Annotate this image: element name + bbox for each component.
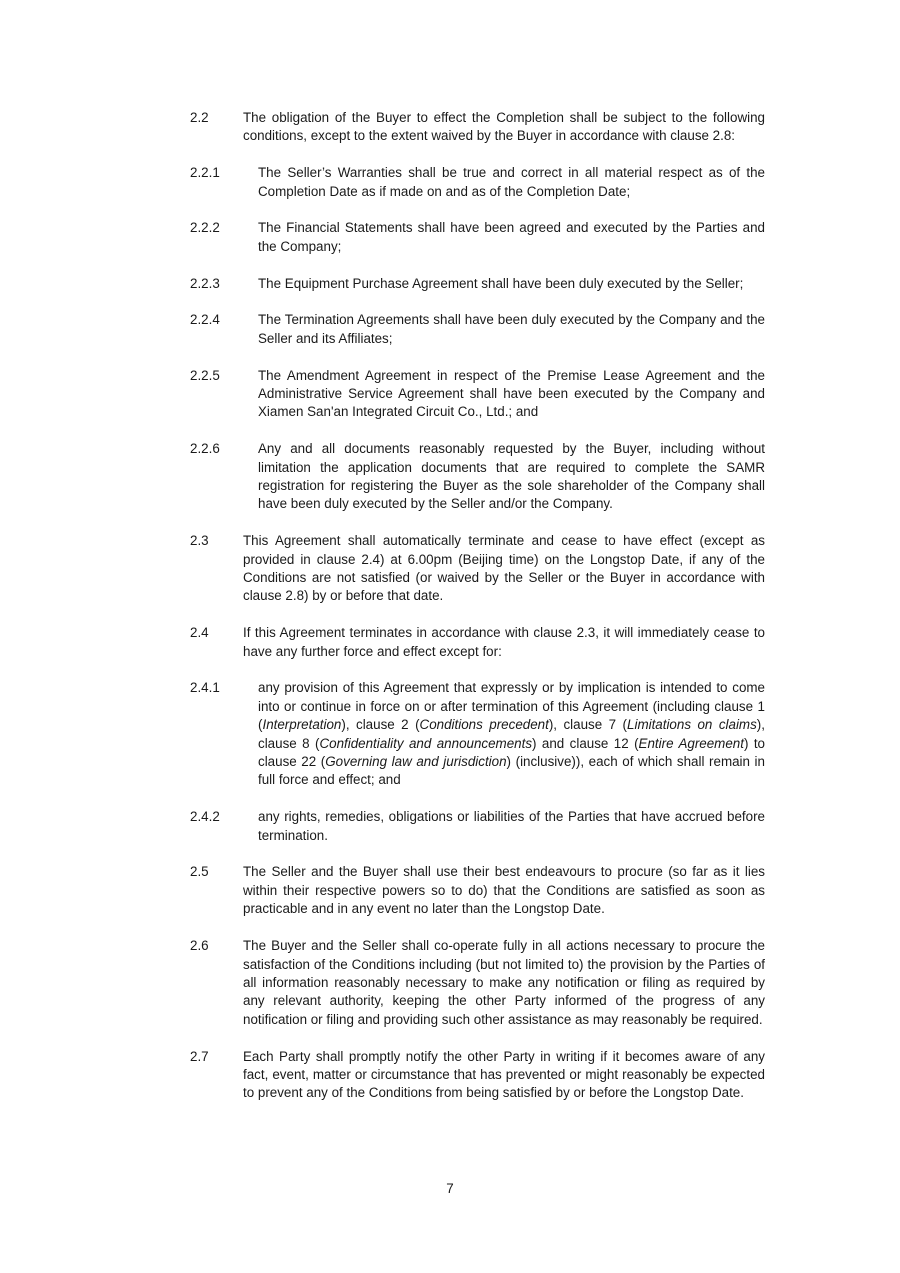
clause-2-2-3 [190, 275, 765, 293]
clause-2-2-6 [190, 440, 765, 514]
text-segment: ) (inclusive)), each of which shall remain in full force and effect; and [258, 754, 765, 788]
clause-2-5 [190, 863, 765, 918]
clause-number: 2.6 [190, 938, 209, 954]
clause-text: Each Party shall promptly notify the other Party in writing if it becomes aware of any fact, event, matter or circumstance that has prevented or might reasonably be expected to prevent any of the Conditions from being satisfied by or before the Longstop Date. [243, 1048, 765, 1101]
clause-2-2-5 [190, 367, 765, 422]
clause-2-4 [190, 624, 765, 661]
clause-2-3 [190, 532, 765, 606]
text-segment: ), clause 7 ( [548, 717, 628, 733]
text-segment: ), clause 8 ( [258, 717, 765, 751]
clause-number: 2.4.1 [190, 680, 220, 696]
clause-text: The Seller’s Warranties shall be true and correct in all material respect as of the Completion Date as if made on and as of the Completion Date; [258, 165, 765, 199]
defined-term: Interpretation [262, 717, 342, 733]
clause-number: 2.7 [190, 1048, 209, 1064]
clause-text: The Amendment Agreement in respect of the Premise Lease Agreement and the Administrative Service Agreement shall have been executed by the Company and Xiamen San'an Integrated Circuit Co., Ltd.; and [258, 367, 765, 420]
clause-number: 2.5 [190, 864, 209, 880]
clause-text: any rights, remedies, obligations or liabilities of the Parties that have accrued before termination. [258, 809, 765, 843]
clause-2-2 [190, 109, 765, 146]
clause-2-7 [190, 1048, 765, 1103]
page-number: 7 [446, 1181, 454, 1196]
text-segment: ) and clause 12 ( [532, 735, 639, 751]
clause-number: 2.2.1 [190, 165, 220, 181]
clause-text [258, 679, 765, 789]
clause-text: The Equipment Purchase Agreement shall have been duly executed by the Seller; [258, 275, 744, 291]
defined-term: Limitations on claims [627, 717, 757, 733]
clause-text: This Agreement shall automatically terminate and cease to have effect (except as provided in clause 2.4) at 6.00pm (Beijing time) on the Longstop Date, if any of the Conditions are not satisfied (or waived by the Seller or the Buyer in accordance with clause 2.8) by or before that date. [243, 533, 765, 604]
defined-term: Entire Agreement [638, 735, 744, 751]
clause-text: The obligation of the Buyer to effect the Completion shall be subject to the following conditions, except to the extent waived by the Buyer in accordance with clause 2.8: [243, 110, 765, 144]
text-segment: ) to clause 22 ( [258, 735, 765, 770]
clause-number: 2.4.2 [190, 809, 220, 825]
clause-2-4-2 [190, 808, 765, 845]
clause-number: 2.2.2 [190, 220, 220, 236]
clause-number: 2.2.5 [190, 367, 220, 383]
clause-text: If this Agreement terminates in accordance with clause 2.3, it will immediately cease to have any further force and effect except for: [243, 625, 765, 659]
clause-number: 2.3 [190, 533, 209, 549]
defined-term: Conditions precedent [419, 717, 549, 733]
defined-term: Governing law and jurisdiction [325, 754, 507, 770]
clause-number: 2.2.3 [190, 275, 220, 291]
clause-2-4-1 [190, 679, 765, 789]
defined-term: Confidentiality and announcements [319, 735, 533, 751]
clause-text: The Buyer and the Seller shall co-operate fully in all actions necessary to procure the satisfaction of the Conditions including (but not limited to) the provision by the Parties of all information reasonably necessary to make any notification or filing as required by any relevant authority, keeping the other Party informed of the progress of any notification or filing and providing such other assistance as may reasonably be required. [243, 938, 765, 1027]
clause-number: 2.2.4 [190, 312, 220, 328]
clause-number: 2.4 [190, 625, 209, 641]
clause-text: Any and all documents reasonably requested by the Buyer, including without limitation the application documents that are required to complete the SAMR registration for registering the Buyer as the sole shareholder of the Company shall have been duly executed by the Seller and/or the Company. [258, 441, 765, 512]
clause-2-2-1 [190, 164, 765, 201]
clause-number: 2.2.6 [190, 441, 220, 457]
text-segment: ), clause 2 ( [341, 717, 420, 733]
clause-text: The Seller and the Buyer shall use their best endeavours to procure (so far as it lies within their respective powers so to do) that the Conditions are satisfied as soon as practicable and in any event no later than the Longstop Date. [243, 864, 765, 917]
clause-text: The Termination Agreements shall have been duly executed by the Company and the Seller and its Affiliates; [258, 312, 765, 346]
text-segment: any provision of this Agreement that expressly or by implication is intended to come into or continue in force on or after termination of this Agreement (including clause 1 ( [258, 680, 765, 733]
clause-2-2-4 [190, 311, 765, 348]
clause-2-6 [190, 937, 765, 1029]
clause-2-2-2 [190, 219, 765, 256]
clause-list [190, 109, 765, 1121]
clause-text: The Financial Statements shall have been agreed and executed by the Parties and the Company; [258, 220, 765, 254]
clause-number: 2.2 [190, 110, 209, 125]
